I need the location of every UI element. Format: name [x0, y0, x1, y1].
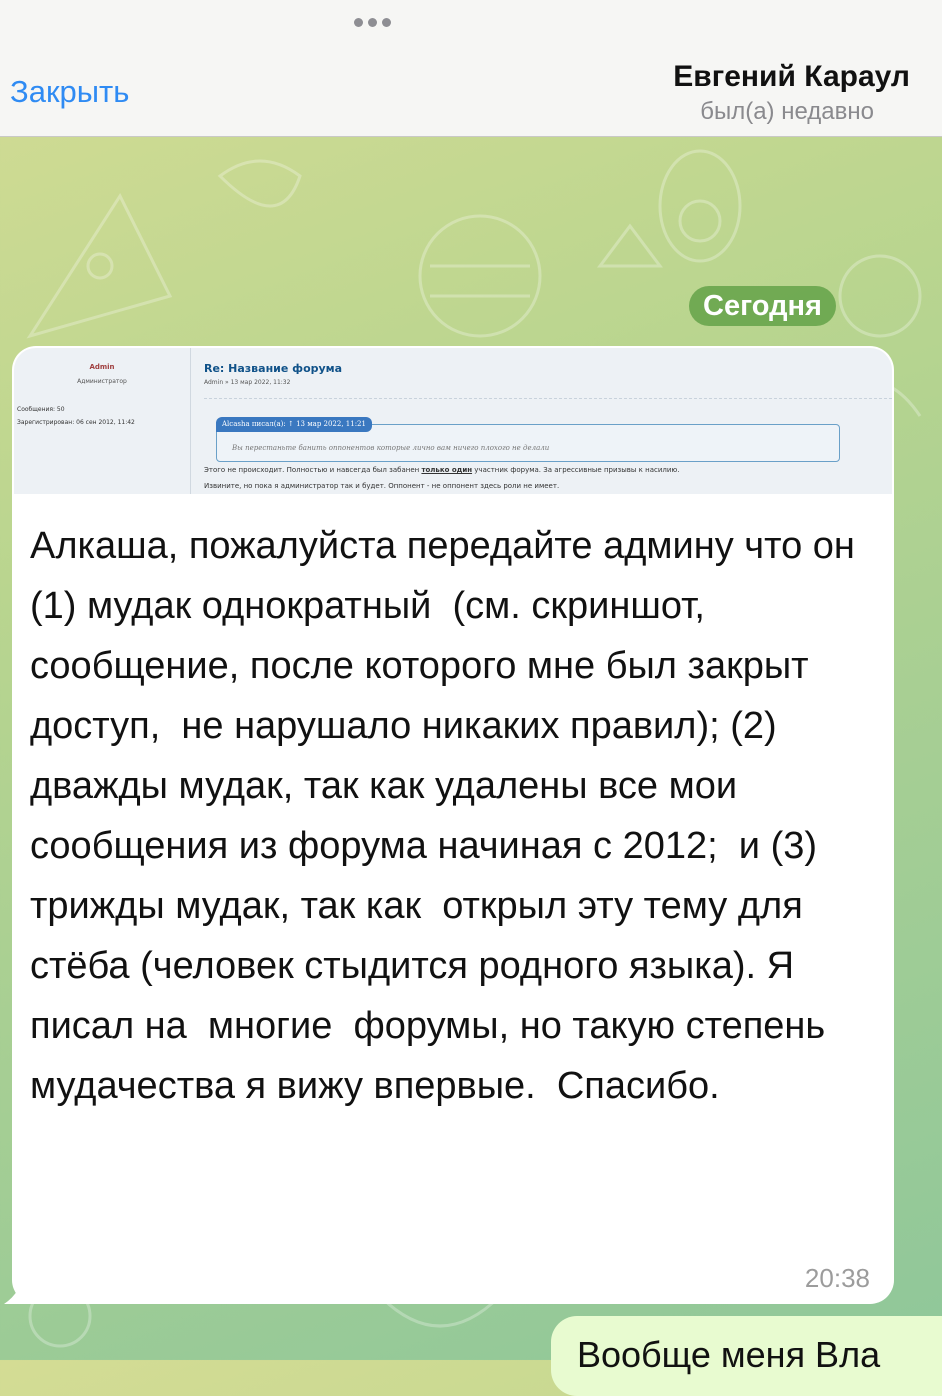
outgoing-message-bubble[interactable]	[551, 1316, 942, 1396]
chat-header	[0, 0, 942, 137]
outgoing-message-text: Вообще меня Вла	[577, 1334, 881, 1375]
forum-author-role: Администратор	[77, 378, 127, 385]
forum-author-name: Admin	[89, 363, 115, 371]
attached-screenshot[interactable]	[14, 348, 892, 494]
more-dots-icon[interactable]	[354, 18, 391, 27]
contact-status: был(а) недавно	[700, 98, 874, 125]
forum-post-meta: Admin » 13 мар 2022, 11:32	[204, 379, 291, 386]
forum-post-body-line2: Извините, но пока я администратор так и будет. Оппонент - не оппонент здесь роли не имеет.	[204, 482, 560, 490]
forum-author-registered: Зарегистрирован: 06 сен 2012, 11:42	[17, 419, 135, 426]
forum-quote-text: Вы перестаньте банить оппонентов которые лично вам ничего плохого не делали	[232, 444, 550, 452]
forum-post-title: Re: Название форума	[204, 362, 343, 375]
forum-quote-header: Alcasha писал(а): ↑ 13 мар 2022, 11:21	[216, 417, 372, 432]
contact-name[interactable]: Евгений Караул	[673, 60, 910, 93]
forum-author-posts: Сообщения: 50	[17, 406, 65, 413]
message-time: 20:38	[804, 1263, 870, 1293]
date-separator: Сегодня	[689, 286, 836, 326]
incoming-message-bubble[interactable]	[12, 346, 894, 1304]
forum-divider	[204, 398, 892, 400]
close-button[interactable]: Закрыть	[10, 74, 130, 109]
message-text: Алкаша, пожалуйста передайте админу что он (1) мудак однократный (см. скриншот, сообщение, после которого мне был закрыт доступ, не нарушало никаких правил); (2) дважды мудак, так как удалены все мои сообщения из форума начиная с 2012; и (3) трижды мудак, так как открыл эту тему для стёба (человек стыдится родного языка). Я писал на многие форумы, но такую степень мудачества я вижу впервые. Спасибо.	[30, 525, 866, 1107]
forum-post-body-line1: Этого не происходит. Полностью и навсегда был забанен только один участник форума. За агрессивные призывы к насилию.	[204, 466, 680, 474]
forum-author-column	[14, 348, 191, 494]
